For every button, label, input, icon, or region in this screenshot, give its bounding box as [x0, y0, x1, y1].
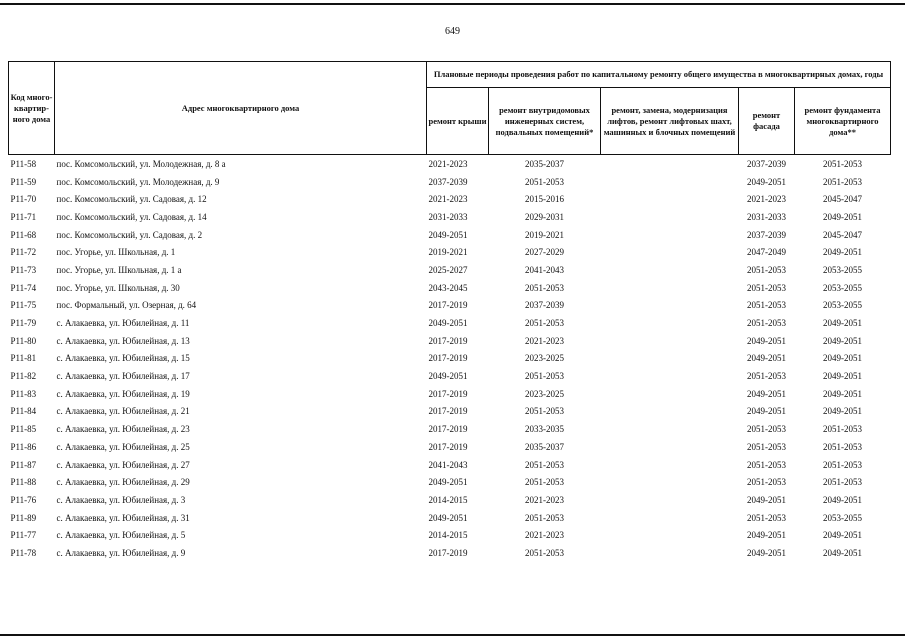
cell-foundation: 2053-2055 — [823, 300, 863, 311]
cell-foundation: 2045-2047 — [823, 229, 863, 240]
cell-foundation: 2049-2051 — [823, 494, 863, 505]
cell-roof: 2037-2039 — [428, 176, 468, 187]
cell-roof: 2049-2051 — [428, 229, 468, 240]
cell-lifts — [601, 226, 739, 244]
cell-lifts — [601, 544, 739, 562]
cell-lifts — [601, 456, 739, 474]
cell-address: пос. Угорье, ул. Школьная, д. 30 — [56, 282, 180, 293]
cell-address: с. Алакаевка, ул. Юбилейная, д. 31 — [56, 512, 190, 523]
table-row — [9, 208, 891, 226]
cell-roof: 2014-2015 — [428, 494, 468, 505]
cell-address: пос. Комсомольский, ул. Молодежная, д. 8 а — [56, 158, 226, 169]
cell-facade: 2049-2051 — [747, 176, 786, 187]
cell-foundation: 2051-2053 — [823, 158, 863, 169]
cell-code: P11-77 — [10, 530, 37, 541]
cell-address: с. Алакаевка, ул. Юбилейная, д. 9 — [56, 547, 186, 558]
cell-code: P11-76 — [10, 494, 37, 505]
cell-roof: 2017-2019 — [428, 547, 468, 558]
cell-code: P11-78 — [10, 547, 37, 558]
cell-code: P11-89 — [10, 512, 37, 523]
cell-code: P11-81 — [10, 353, 37, 364]
cell-foundation: 2051-2053 — [823, 441, 863, 452]
cell-code: P11-75 — [10, 300, 37, 311]
cell-address: пос. Комсомольский, ул. Молодежная, д. 9 — [56, 176, 220, 187]
cell-facade: 2051-2053 — [747, 264, 786, 275]
cell-code: P11-83 — [10, 388, 37, 399]
cell-code: P11-72 — [10, 247, 37, 258]
cell-roof: 2025-2027 — [428, 264, 468, 275]
cell-address: с. Алакаевка, ул. Юбилейная, д. 15 — [56, 353, 190, 364]
cell-code: P11-59 — [10, 176, 37, 187]
cell-internal-systems: 2051-2053 — [525, 176, 564, 187]
cell-foundation: 2045-2047 — [823, 194, 863, 205]
cell-foundation: 2049-2051 — [823, 388, 863, 399]
cell-address: с. Алакаевка, ул. Юбилейная, д. 27 — [56, 459, 190, 470]
cell-foundation: 2049-2051 — [823, 530, 863, 541]
cell-roof: 2017-2019 — [428, 424, 468, 435]
cell-lifts — [601, 367, 739, 385]
cell-roof: 2021-2023 — [428, 158, 468, 169]
table-row — [9, 314, 891, 332]
cell-foundation: 2053-2055 — [823, 264, 863, 275]
header-group: Плановые периоды проведения работ по капитальному ремонту общего имущества в многоквартирных домах, годы — [427, 62, 891, 88]
cell-address: с. Алакаевка, ул. Юбилейная, д. 11 — [56, 318, 190, 329]
cell-internal-systems: 2041-2043 — [525, 264, 564, 275]
cell-lifts — [601, 190, 739, 208]
table-row — [9, 544, 891, 562]
cell-foundation: 2049-2051 — [823, 211, 863, 222]
cell-roof: 2017-2019 — [428, 441, 468, 452]
table-row — [9, 526, 891, 544]
cell-roof: 2017-2019 — [428, 335, 468, 346]
cell-facade: 2051-2053 — [747, 512, 786, 523]
header-foundation: ремонт фундамента многоквартирного дома** — [795, 88, 891, 155]
cell-roof: 2049-2051 — [428, 477, 468, 488]
cell-lifts — [601, 155, 739, 173]
cell-address: пос. Комсомольский, ул. Садовая, д. 2 — [56, 229, 203, 240]
cell-internal-systems: 2051-2053 — [525, 477, 564, 488]
table-row — [9, 367, 891, 385]
cell-lifts — [601, 279, 739, 297]
cell-lifts — [601, 173, 739, 191]
cell-code: P11-86 — [10, 441, 37, 452]
cell-lifts — [601, 208, 739, 226]
cell-roof: 2017-2019 — [428, 388, 468, 399]
cell-address: с. Алакаевка, ул. Юбилейная, д. 29 — [56, 477, 190, 488]
cell-facade: 2037-2039 — [747, 229, 786, 240]
table-row — [9, 297, 891, 315]
cell-facade: 2051-2053 — [747, 441, 786, 452]
cell-address: с. Алакаевка, ул. Юбилейная, д. 25 — [56, 441, 190, 452]
cell-facade: 2051-2053 — [747, 371, 786, 382]
cell-foundation: 2049-2051 — [823, 406, 863, 417]
header-code: Код много-квартир-ного дома — [9, 62, 55, 155]
cell-address: с. Алакаевка, ул. Юбилейная, д. 19 — [56, 388, 190, 399]
cell-address: пос. Формальный, ул. Озерная, д. 64 — [56, 300, 197, 311]
cell-facade: 2051-2053 — [747, 318, 786, 329]
table-body — [9, 155, 891, 562]
table-row — [9, 350, 891, 368]
cell-foundation: 2053-2055 — [823, 282, 863, 293]
table-row — [9, 403, 891, 421]
table-row — [9, 509, 891, 527]
cell-foundation: 2051-2053 — [823, 459, 863, 470]
cell-address: с. Алакаевка, ул. Юбилейная, д. 3 — [56, 494, 186, 505]
cell-lifts — [601, 385, 739, 403]
cell-facade: 2049-2051 — [747, 335, 786, 346]
table-row — [9, 173, 891, 191]
cell-foundation: 2049-2051 — [823, 547, 863, 558]
cell-roof: 2049-2051 — [428, 318, 468, 329]
cell-address: пос. Угорье, ул. Школьная, д. 1 — [56, 247, 176, 258]
cell-lifts — [601, 261, 739, 279]
cell-roof: 2019-2021 — [428, 247, 468, 258]
cell-code: P11-58 — [10, 158, 37, 169]
cell-roof: 2041-2043 — [428, 459, 468, 470]
table-row — [9, 491, 891, 509]
cell-foundation: 2051-2053 — [823, 424, 863, 435]
cell-roof: 2049-2051 — [428, 512, 468, 523]
cell-address: с. Алакаевка, ул. Юбилейная, д. 21 — [56, 406, 190, 417]
cell-lifts — [601, 332, 739, 350]
cell-lifts — [601, 243, 739, 261]
header-address: Адрес многоквартирного дома — [55, 62, 427, 155]
cell-address: с. Алакаевка, ул. Юбилейная, д. 13 — [56, 335, 190, 346]
cell-foundation: 2049-2051 — [823, 318, 863, 329]
table-row — [9, 261, 891, 279]
page-number: 649 — [445, 26, 460, 37]
cell-foundation: 2049-2051 — [823, 353, 863, 364]
cell-lifts — [601, 438, 739, 456]
cell-internal-systems: 2033-2035 — [525, 424, 564, 435]
cell-facade: 2049-2051 — [747, 530, 786, 541]
header-lifts: ремонт, замена, модернизация лифтов, ремонт лифтовых шахт, машинных и блочных помещений — [601, 88, 739, 155]
cell-code: P11-71 — [10, 211, 37, 222]
cell-address: пос. Комсомольский, ул. Садовая, д. 12 — [56, 194, 207, 205]
header-facade: ремонт фасада — [739, 88, 795, 155]
table-row — [9, 456, 891, 474]
cell-internal-systems: 2051-2053 — [525, 371, 564, 382]
cell-internal-systems: 2035-2037 — [525, 158, 564, 169]
table-row — [9, 438, 891, 456]
cell-address: пос. Комсомольский, ул. Садовая, д. 14 — [56, 211, 207, 222]
cell-internal-systems: 2051-2053 — [525, 512, 564, 523]
cell-internal-systems: 2035-2037 — [525, 441, 564, 452]
cell-facade: 2049-2051 — [747, 547, 786, 558]
cell-internal-systems: 2051-2053 — [525, 318, 564, 329]
cell-facade: 2047-2049 — [747, 247, 786, 258]
cell-code: P11-70 — [10, 194, 37, 205]
cell-code: P11-73 — [10, 264, 37, 275]
cell-code: P11-84 — [10, 406, 37, 417]
cell-internal-systems: 2019-2021 — [525, 229, 564, 240]
cell-facade: 2049-2051 — [747, 494, 786, 505]
table-row — [9, 155, 891, 173]
repair-schedule-table — [8, 61, 891, 562]
cell-lifts — [601, 297, 739, 315]
header-internal-systems: ремонт внутридомовых инженерных систем, подвальных помещений* — [489, 88, 601, 155]
cell-code: P11-80 — [10, 335, 37, 346]
cell-lifts — [601, 491, 739, 509]
table-row — [9, 190, 891, 208]
cell-roof: 2043-2045 — [428, 282, 468, 293]
table-row — [9, 332, 891, 350]
cell-internal-systems: 2015-2016 — [525, 194, 564, 205]
cell-facade: 2051-2053 — [747, 459, 786, 470]
cell-facade: 2021-2023 — [747, 194, 786, 205]
table-row — [9, 385, 891, 403]
bottom-rule — [0, 634, 905, 636]
cell-foundation: 2051-2053 — [823, 477, 863, 488]
cell-internal-systems: 2037-2039 — [525, 300, 564, 311]
cell-internal-systems: 2021-2023 — [525, 335, 564, 346]
cell-address: с. Алакаевка, ул. Юбилейная, д. 23 — [56, 424, 190, 435]
cell-facade: 2049-2051 — [747, 406, 786, 417]
cell-foundation: 2049-2051 — [823, 247, 863, 258]
cell-address: пос. Угорье, ул. Школьная, д. 1 а — [56, 264, 182, 275]
cell-facade: 2049-2051 — [747, 388, 786, 399]
cell-foundation: 2051-2053 — [823, 176, 863, 187]
top-rule — [0, 3, 905, 5]
cell-lifts — [601, 314, 739, 332]
cell-lifts — [601, 473, 739, 491]
cell-lifts — [601, 509, 739, 527]
cell-internal-systems: 2051-2053 — [525, 282, 564, 293]
cell-foundation: 2049-2051 — [823, 335, 863, 346]
cell-facade: 2049-2051 — [747, 353, 786, 364]
cell-roof: 2021-2023 — [428, 194, 468, 205]
cell-foundation: 2053-2055 — [823, 512, 863, 523]
cell-internal-systems: 2023-2025 — [525, 388, 564, 399]
cell-facade: 2031-2033 — [747, 211, 786, 222]
cell-code: P11-85 — [10, 424, 37, 435]
cell-roof: 2049-2051 — [428, 371, 468, 382]
cell-internal-systems: 2021-2023 — [525, 494, 564, 505]
cell-roof: 2031-2033 — [428, 211, 468, 222]
cell-foundation: 2049-2051 — [823, 371, 863, 382]
cell-internal-systems: 2029-2031 — [525, 211, 564, 222]
cell-code: P11-68 — [10, 229, 37, 240]
cell-roof: 2017-2019 — [428, 353, 468, 364]
cell-lifts — [601, 420, 739, 438]
table-row — [9, 279, 891, 297]
cell-facade: 2051-2053 — [747, 300, 786, 311]
cell-lifts — [601, 403, 739, 421]
cell-lifts — [601, 350, 739, 368]
cell-facade: 2051-2053 — [747, 282, 786, 293]
table-row — [9, 226, 891, 244]
cell-code: P11-88 — [10, 477, 37, 488]
cell-lifts — [601, 526, 739, 544]
cell-internal-systems: 2051-2053 — [525, 547, 564, 558]
cell-roof: 2017-2019 — [428, 300, 468, 311]
cell-roof: 2017-2019 — [428, 406, 468, 417]
cell-roof: 2014-2015 — [428, 530, 468, 541]
cell-internal-systems: 2051-2053 — [525, 459, 564, 470]
cell-internal-systems: 2027-2029 — [525, 247, 564, 258]
cell-code: P11-87 — [10, 459, 37, 470]
cell-facade: 2037-2039 — [747, 158, 786, 169]
cell-code: P11-79 — [10, 318, 37, 329]
cell-internal-systems: 2023-2025 — [525, 353, 564, 364]
cell-facade: 2051-2053 — [747, 477, 786, 488]
cell-internal-systems: 2021-2023 — [525, 530, 564, 541]
table-header — [9, 62, 891, 155]
table-row — [9, 243, 891, 261]
cell-facade: 2051-2053 — [747, 424, 786, 435]
cell-code: P11-74 — [10, 282, 37, 293]
table-row — [9, 473, 891, 491]
header-roof: ремонт крыши — [427, 88, 489, 155]
table-row — [9, 420, 891, 438]
cell-code: P11-82 — [10, 371, 37, 382]
cell-address: с. Алакаевка, ул. Юбилейная, д. 5 — [56, 530, 186, 541]
cell-internal-systems: 2051-2053 — [525, 406, 564, 417]
cell-address: с. Алакаевка, ул. Юбилейная, д. 17 — [56, 371, 190, 382]
